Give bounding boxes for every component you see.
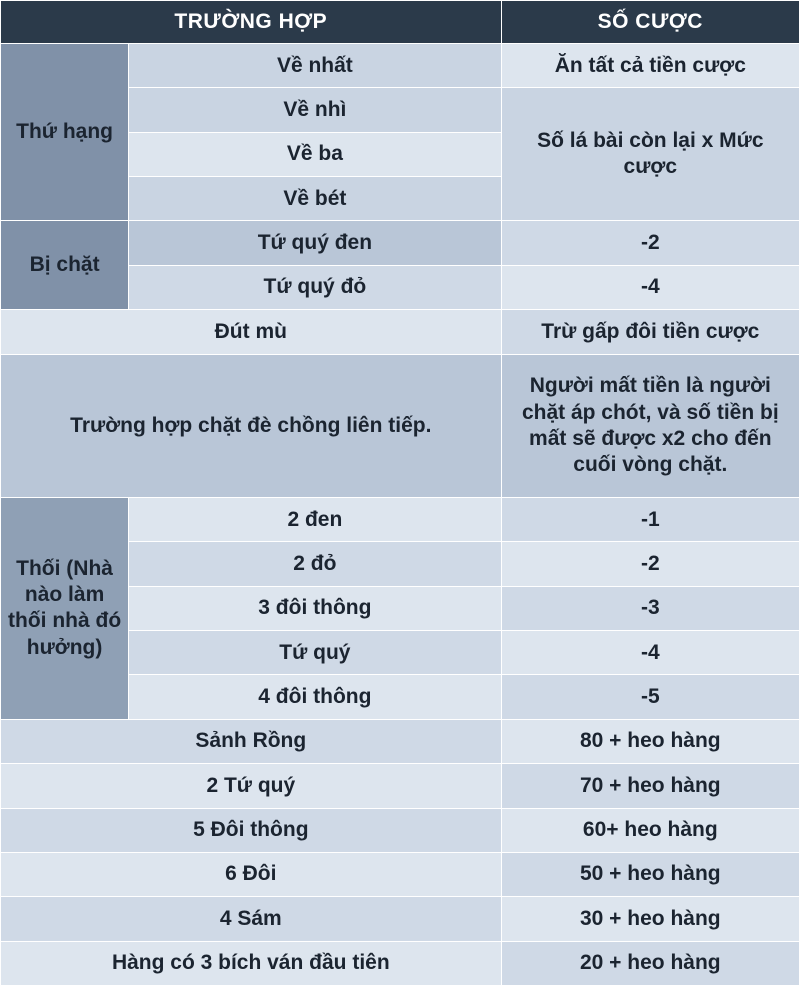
case-ve-bet: Về bét <box>129 177 501 221</box>
header-case: TRƯỜNG HỢP <box>1 1 502 44</box>
table-row <box>1 897 800 941</box>
bet-2-den: -1 <box>501 497 799 541</box>
case-tu-quy-do: Tứ quý đỏ <box>129 265 501 309</box>
bet-2-do: -2 <box>501 542 799 586</box>
group-rot: Thối (Nhà nào làm thối nhà đó hưởng) <box>1 497 129 719</box>
case-sanh-rong: Sảnh Rồng <box>1 719 502 763</box>
bet-2-tu-quy: 70 + heo hàng <box>501 764 799 808</box>
case-2-den: 2 đen <box>129 497 501 541</box>
case-5-doi-thong: 5 Đôi thông <box>1 808 502 852</box>
table-header-row <box>1 1 800 44</box>
bet-4-sam: 30 + heo hàng <box>501 897 799 941</box>
case-6-doi: 6 Đôi <box>1 852 502 896</box>
bet-3-doi-thong: -3 <box>501 586 799 630</box>
bet-chain-chop: Người mất tiền là người chặt áp chót, và số tiền bị mất sẽ được x2 cho đến cuối vòng chặt. <box>501 354 799 497</box>
group-chopped: Bị chặt <box>1 221 129 310</box>
table-row <box>1 221 800 265</box>
table-row <box>1 941 800 985</box>
case-3-bich-first: Hàng có 3 bích ván đầu tiên <box>1 941 502 985</box>
table-row <box>1 310 800 354</box>
case-ve-nhat: Về nhất <box>129 44 501 88</box>
bet-tu-quy: -4 <box>501 631 799 675</box>
bet-tu-quy-den: -2 <box>501 221 799 265</box>
case-3-doi-thong: 3 đôi thông <box>129 586 501 630</box>
bet-tu-quy-do: -4 <box>501 265 799 309</box>
table-row <box>1 852 800 896</box>
case-tu-quy: Tứ quý <box>129 631 501 675</box>
case-ve-nhi: Về nhì <box>129 88 501 132</box>
header-bet: SỐ CƯỢC <box>501 1 799 44</box>
case-4-doi-thong: 4 đôi thông <box>129 675 501 719</box>
table-row <box>1 497 800 541</box>
case-chain-chop: Trường hợp chặt đè chồng liên tiếp. <box>1 354 502 497</box>
case-4-sam: 4 Sám <box>1 897 502 941</box>
bet-dut-mu: Trừ gấp đôi tiền cược <box>501 310 799 354</box>
bet-remaining-cards: Số lá bài còn lại x Mức cược <box>501 88 799 221</box>
table-row <box>1 44 800 88</box>
bet-3-bich-first: 20 + heo hàng <box>501 941 799 985</box>
table-row <box>1 808 800 852</box>
bet-5-doi-thong: 60+ heo hàng <box>501 808 799 852</box>
case-dut-mu: Đút mù <box>1 310 502 354</box>
case-ve-ba: Về ba <box>129 132 501 176</box>
bet-sanh-rong: 80 + heo hàng <box>501 719 799 763</box>
bet-6-doi: 50 + heo hàng <box>501 852 799 896</box>
case-2-do: 2 đỏ <box>129 542 501 586</box>
bet-ve-nhat: Ăn tất cả tiền cược <box>501 44 799 88</box>
table-row <box>1 719 800 763</box>
table-row <box>1 354 800 497</box>
group-rank: Thứ hạng <box>1 44 129 221</box>
bet-4-doi-thong: -5 <box>501 675 799 719</box>
case-2-tu-quy: 2 Tứ quý <box>1 764 502 808</box>
case-tu-quy-den: Tứ quý đen <box>129 221 501 265</box>
table-row <box>1 764 800 808</box>
